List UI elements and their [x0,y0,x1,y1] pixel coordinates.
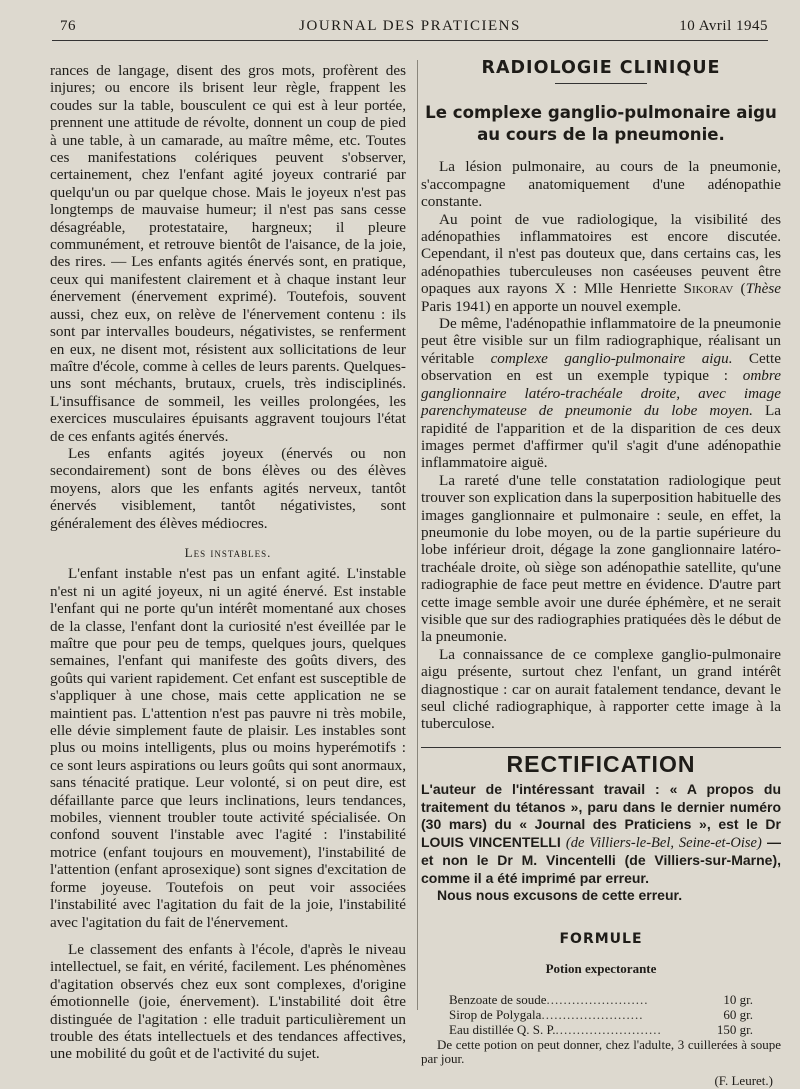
rectification-rule [421,747,781,748]
page-header [52,16,768,38]
right-column [421,58,781,1089]
rectification-title: RECTIFICATION [506,750,696,777]
header-rule [52,40,768,41]
thesis-label: Thèse [745,280,781,298]
formula-note: De cette potion on peut donner, chez l'adulte, 3 cuillerées à soupe par jour. [421,1036,781,1066]
article-title: Le complexe ganglio-pulmonaire aigu au cours de la pneumonie. [425,103,777,145]
left-paragraph-2: Les enfants agités joyeux (énervés ou non secondairement) sont de bons élèves ou des élèves moyens, alors que les enfants agités nerveux, tantôt énervés visiblement, tantôt négativistes, sont généralement des élèves médiocres. [50,444,406,532]
article-paragraph-3: De même, l'adénopathie inflammatoire de la pneumonie peut être visible sur un film radiographique, réalisant un véritable complexe ganglio-pulmonaire aigu. Cette observation en est un exemple typique : ombre ganglionnaire latéro-trachéale droite, avec image parenchymateuse de pneumonie du lobe moyen. La rapidité de l'apparition et de la disparition de ces deux images permet d'affirmer qu'il s'agit d'une adénopathie inflammatoire aiguë. [421,315,781,472]
rectification-text: L'auteur de l'intéressant travail : « A propos du traitement du tétanos », paru dans le dernier numéro (30 mars) du « Journal des Praticiens », est le Dr LOUIS VINCENTELLI (de Villiers-le-Bel, Seine-et-Oise) — et non le Dr M. Vincentelli (de Villiers-sur-Marne), comme il a été imprimé par erreur. [421,781,781,886]
left-column [50,62,406,1063]
rectification-apology: Nous nous excusons de cette erreur. [437,887,683,904]
column-divider [417,60,418,1010]
journal-title: JOURNAL DES PRATICIENS [299,18,521,34]
section-title-radiologie: RADIOLOGIE CLINIQUE [481,58,721,78]
formula-subtitle: Potion expectorante [545,961,657,977]
issue-date: 10 Avril 1945 [679,18,768,34]
article-paragraph-4: La rareté d'une telle constatation radiologique peut trouver son explication dans la superposition habituelle des images ganglionnaire et pulmonaire : seule, en effet, la pneumonie du lobe moyen, ou de la partie supérieure du lobe inférieur droit, dégage la zone ganglionnaire latéro-trachéale droite, où siège son adénopathie satellite, qu'une radiographie de face peut mettre en évidence. D'autre part cette image semble avoir une durée éphémère, et ne serait visible que sur des radiographies pratiquées dès le début de la pneumonie. [421,471,781,646]
formula-row: Benzoate de soude........................ 10 gr. [449,991,753,1007]
section-heading-instables: Les instables. [184,544,272,560]
formula-title: FORMULE [559,930,643,947]
article-paragraph-2: Au point de vue radiologique, la visibilité des adénopathies inflammatoires est encore discutée. Cependant, il n'est pas douteux que, dans certains cas, les adénopathies tuberculeuses non caséeuses peuvent être opaques aux rayons X : Mlle Henriette Sikorav (Thèse Paris 1941) en apporte un nouvel exemple. [421,210,781,315]
left-paragraph-1: rances de langage, disent des gros mots, profèrent des injures; ou encore ils brisent leur règle, frappent les coudes sur la table, bousculent ce qui est à leur portée, prennent une attitude de révolte, donnent un coup de pied à une table, à un camarade, au maître même, etc. Toutes ces manifestations colériques peuvent s'observer, certainement, chez l'enfant agité joyeux contrarié par quelqu'un ou par quelque chose. Mais le joyeux n'est pas longtemps de mauvaise humeur; il n'est pas sans cesse désagréable, protestataire, hargneux; il pleure communément, et retrouve bientôt de l'aisance, de la joie, des rires. — Les enfants agités énervés sont, en pratique, ceux qui manifestent clairement et à chaque instant leur énervement (énervement exprimé). Toutefois, souvent aussi, chez eux, on relève de l'énervement contenu : ils sont par intervalles boudeurs, négativistes, se renferment en eux, ne disent mot, résistent aux sollicitations de leur maître d'école, comme à celles de leurs parents. Quelques-uns sont méchants, brutaux, cruels, très indisciplinés. L'insuffisance de sommeil, les veilles prolongées, les exercices musculaires épuisants aggravent toujours l'état de ces enfants agités énervés. [50,62,406,445]
formula-signature: (F. Leuret.) [714,1072,773,1088]
formula-row: Eau distillée Q. S. P.......................... 150 gr. [449,1021,753,1037]
left-paragraph-4: Le classement des enfants à l'école, d'après le niveau intellectuel, se fait, en vérité, facilement. Les phénomènes d'agitation observés chez eux sont complexes, d'origine émotionnelle (joie, énervement). L'instabilité doit être distinguée de l'agitation : elle traduit particulièrement un trouble des états intellectuels et des tendances affectives, une mobilité du goût et de l'activité du sujet. [50,940,406,1063]
article-paragraph-5: La connaissance de ce complexe ganglio-pulmonaire aigu présente, surtout chez l'enfant, un grand intérêt diagnostique : car on aurait fatalement tendance, devant le seul cliché radiographique, à rapporter cette image à la tuberculose. [421,645,781,733]
article-paragraph-1: La lésion pulmonaire, au cours de la pneumonie, s'accompagne anatomiquement d'une adénopathie constante. [421,158,781,211]
left-paragraph-3: L'enfant instable n'est pas un enfant agité. L'instable n'est ni un agité joyeux, ni un agité énervé. Est instable l'enfant qui ne porte qu'un intérêt momentané aux choses de la classe, l'enfant dont la curiosité n'est éveillée par le maître que pour peu de temps, quelques jours, quelques semaines, l'enfant qui manifeste des goûts divers, des goûts qui varient rapidement. Cet enfant est susceptible de s'appliquer à une chose, mais cette application ne se maintient pas. L'attention n'est pas pauvre ni très mobile, elle dévie simplement faute de plaisir. Les instables sont plus ou moins intelligents, plus ou moins hyperémotifs : ce sont leurs aspirations ou leurs goûts qui sont anormaux, sans ténacité pratique. Leur volonté, si on peut dire, est défaillante parce que leurs inclinations, leurs tendances, mobiles, viennent troubler toute activité spécialisée. On confond souvent l'instable avec l'agité : l'instabilité motrice (enfant toujours en mouvement), l'instabilité de l'attention (enfant aprosexique) sont signes d'excitation de forme joyeuse. Toutefois on peut voir associées l'instabilité avec l'agitation du fait de la joie, l'instabilité avec l'agitation du fait de l'énervement. [50,565,406,931]
page-number: 76 [60,18,76,34]
formula-row: Sirop de Polygala........................ 60 gr. [449,1006,753,1022]
author-name-sikorav: Sikorav [683,280,734,298]
title-underline [555,83,647,84]
